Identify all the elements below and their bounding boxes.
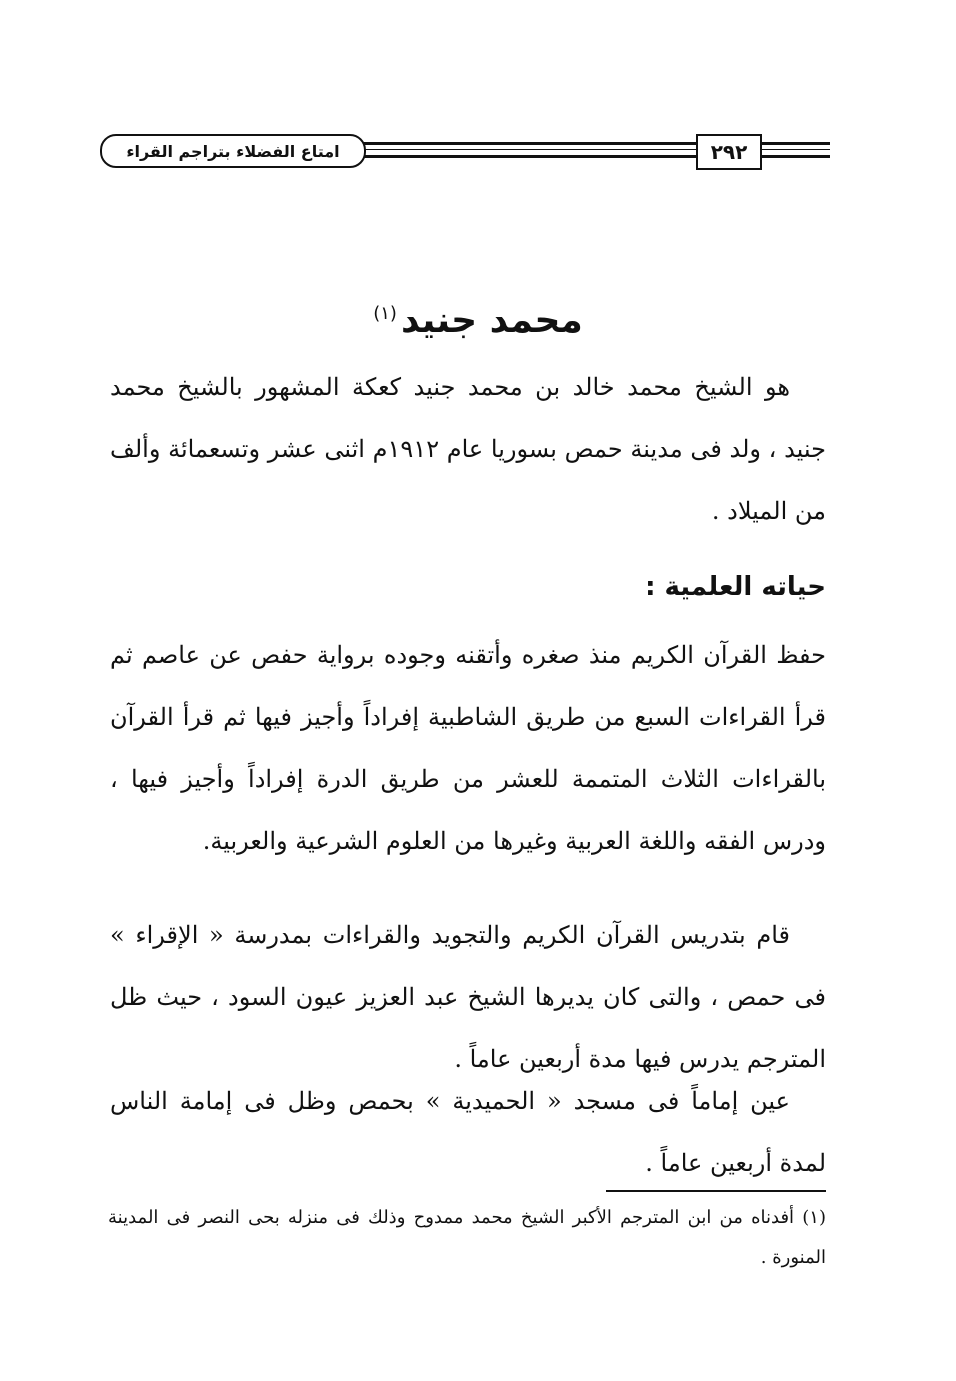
intro-paragraph: هو الشيخ محمد خالد بن محمد جنيد كعكة المشهور بالشيخ محمد جنيد ، ولد فى مدينة حمص بسوريا عام ١٩١٢م اثنى عشر وتسعمائة وألف من الميلاد . [110, 373, 826, 525]
section-heading: حياته العلمية : [645, 572, 826, 602]
title-footnote-marker: (١) [373, 303, 397, 324]
body-paragraph-3: عين إماماً فى مسجد « الحميدية » بحمص وظل فى إمامة الناس لمدة أربعين عاماً . [110, 1087, 826, 1177]
book-title: امتاع الفضلاء بتراجم القراء [126, 141, 340, 161]
page-number: ٢٩٢ [710, 140, 748, 164]
running-header [100, 128, 830, 174]
footnote-marker: (١) [802, 1207, 826, 1228]
article-title [0, 300, 956, 341]
footnote [108, 1198, 826, 1278]
page-number-box [696, 134, 762, 170]
footnote-separator [606, 1190, 826, 1192]
article-title-text: محمد جنيد [400, 300, 583, 341]
body-paragraph-2: قام بتدريس القرآن الكريم والتجويد والقراءات بمدرسة « الإقراء » فى حمص ، والتى كان يديرها الشيخ عبد العزيز عيون السود ، حيث ظل المترجم يدرس فيها مدة أربعين عاماً . [110, 921, 826, 1073]
body-paragraph-1: حفظ القرآن الكريم منذ صغره وأتقنه وجوده برواية حفص عن عاصم ثم قرأ القراءات السبع من طريق الشاطبية إفراداً وأجيز فيها ثم قرأ القرآن بالقراءات الثلاث المتممة للعشر من طريق الدرة إفراداً وأجيز فيها ، ودرس الفقه واللغة العربية وغيرها من العلوم الشرعية والعربية. [110, 641, 826, 855]
footnote-text: أفدناه من ابن المترجم الأكبر الشيخ محمد ممدوح وذلك فى منزله بحى النصر فى المدينة المنورة . [108, 1207, 826, 1268]
book-title-pill [100, 134, 366, 168]
